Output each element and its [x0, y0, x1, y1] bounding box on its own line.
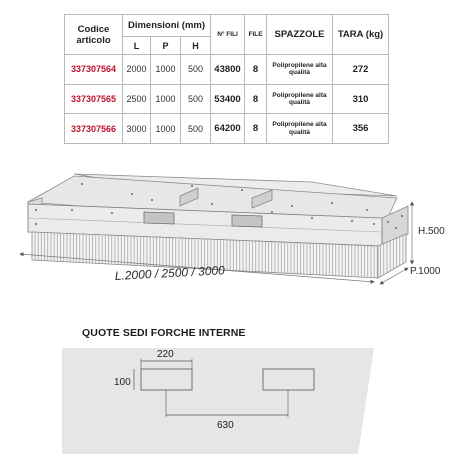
cell-file: 8 — [245, 84, 267, 114]
cell-spazzole: Polipropilene alta qualità — [267, 55, 333, 85]
header-file: FILE — [245, 15, 267, 55]
cell-spazzole: Polipropilene alta qualità — [267, 84, 333, 114]
cell-code: 337307566 — [65, 114, 123, 144]
header-L: L — [123, 37, 151, 55]
cell-fili: 64200 — [211, 114, 245, 144]
header-tara: TARA (kg) — [333, 15, 389, 55]
cell-file: 8 — [245, 55, 267, 85]
cell-H: 500 — [181, 55, 211, 85]
cell-P: 1000 — [151, 114, 181, 144]
spacing-label: 630 — [217, 420, 234, 431]
cell-tara: 310 — [333, 84, 389, 114]
width-label: 220 — [157, 349, 174, 360]
cell-fili: 43800 — [211, 55, 245, 85]
height-label: H.500 — [418, 226, 445, 237]
table-row — [65, 84, 389, 114]
cell-L: 3000 — [123, 114, 151, 144]
cell-H: 500 — [181, 84, 211, 114]
cell-fili: 53400 — [211, 84, 245, 114]
cell-spazzole: Polipropilene alta qualità — [267, 114, 333, 144]
header-spazzole: SPAZZOLE — [267, 15, 333, 55]
header-codice: Codice articolo — [65, 15, 123, 55]
sweeper-drawing — [12, 158, 452, 290]
header-fili: N° FILI — [211, 15, 245, 55]
cell-tara: 356 — [333, 114, 389, 144]
cell-code: 337307565 — [65, 84, 123, 114]
length-label: L.2000 / 2500 / 3000 — [114, 263, 226, 283]
header-H: H — [181, 37, 211, 55]
cell-tara: 272 — [333, 55, 389, 85]
table-row — [65, 55, 389, 85]
forks-title: QUOTE SEDI FORCHE INTERNE — [82, 327, 246, 339]
depth-label: P.1000 — [410, 266, 441, 277]
cell-P: 1000 — [151, 84, 181, 114]
header-dimensioni: Dimensioni (mm) — [123, 15, 211, 37]
cell-H: 500 — [181, 114, 211, 144]
fork-pocket-diagram — [62, 341, 382, 454]
cell-L: 2000 — [123, 55, 151, 85]
header-P: P — [151, 37, 181, 55]
cell-P: 1000 — [151, 55, 181, 85]
height-label: 100 — [114, 377, 131, 388]
table-row — [65, 114, 389, 144]
diagram-panel — [62, 348, 374, 454]
cell-file: 8 — [245, 114, 267, 144]
cell-code: 337307564 — [65, 55, 123, 85]
cell-L: 2500 — [123, 84, 151, 114]
spec-table — [64, 14, 389, 144]
